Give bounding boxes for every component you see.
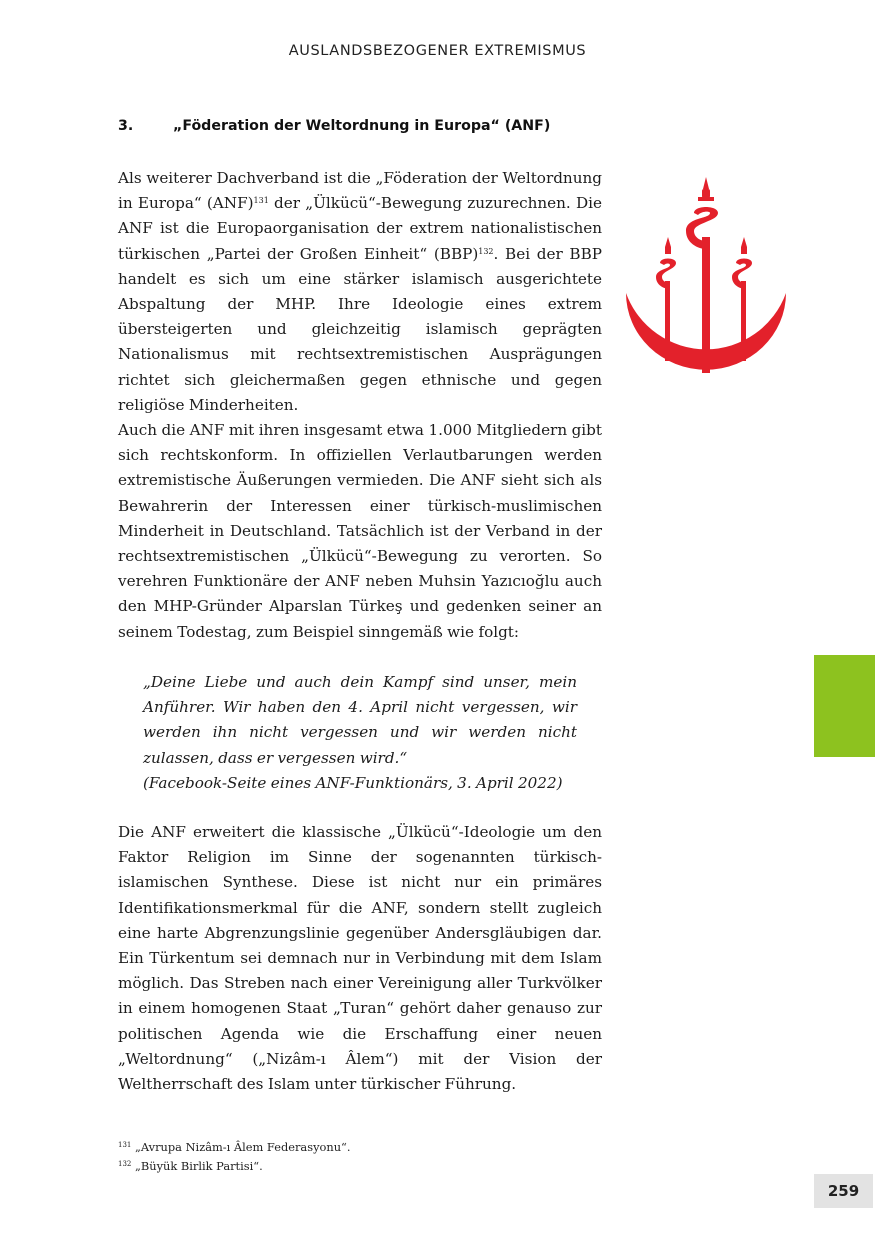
- footnote-ref-132[interactable]: 132: [478, 246, 494, 256]
- footnote-text: „Büyük Birlik Partisi“.: [135, 1159, 263, 1173]
- blockquote: [143, 670, 577, 796]
- section-number: 3.: [118, 118, 134, 134]
- footnote-item: [118, 1156, 350, 1175]
- paragraph-membership: Auch die ANF mit ihren insgesamt etwa 1.000 Mitgliedern gibt sich rechtskonform. In offiziellen Verlautbarungen werden extremistische Äußerungen vermieden. Die ANF sieht sich als Bewahrerin der Interessen einer türkisch-muslimischen Minderheit in Deutschland. Tatsächlich ist der Verband in der rechtsextremistischen „Ülkücü“-Bewegung zu verorten. So verehren Funktionäre der ANF neben Muhsin Yazıcıoğlu auch den MHP-Gründer Alparslan Türkeş und gedenken seiner an seinem Todestag, zum Beispiel sinngemäß wie folgt:: [118, 421, 602, 641]
- paragraph-ideology: Die ANF erweitert die klassische „Ülkücü“-Ideologie um den Faktor Religion im Sinne der sogenannten türkisch-islamischen Synthese. Diese ist nicht nur ein primäres Identifikationsmerkmal für die ANF, sondern stellt zugleich eine harte Abgrenzungslinie gegenüber Andersgläubigen dar. Ein Türkentum sei demnach nur in Verbindung mit dem Islam möglich. Das Streben nach einer Vereinigung aller Turkvölker in einem homogenen Staat „Turan“ gehört daher genauso zur politischen Agenda wie die Erschaffung einer neuen „Weltordnung“ („Nizâm-ı Âlem“) mit der Vision der Weltherrschaft des Islam unter türkischer Führung.: [118, 823, 602, 1094]
- running-header: AUSLANDSBEZOGENER EXTREMISMUS: [288, 43, 587, 59]
- footnotes: [118, 1137, 350, 1175]
- paragraph-intro-text-c: . Bei der BBP handelt es sich um eine stärker islamisch ausgerichtete Abspaltung der MHP. Ihre Ideologie eines extrem übersteigerten und gleichzeitig islamisch geprägten Nationalismus mit rechtsextremistischen Ausprägungen richtet sich gleichermaßen gegen ethnische und gegen religiöse Minderheiten.: [118, 244, 602, 414]
- footnote-ref-131[interactable]: 131: [253, 196, 269, 206]
- paragraph-intro: [118, 166, 602, 418]
- footnote-item: [118, 1137, 350, 1156]
- quote-text: „Deine Liebe und auch dein Kampf sind unser, mein Anführer. Wir haben den 4. April nicht vergessen, wir werden ihn nicht vergessen und wir werden nicht zulassen, dass er vergessen wird.“: [143, 673, 577, 767]
- page-number: 259: [814, 1174, 873, 1208]
- paragraph-intro-text-a: Als weiterer Dachverband ist die „Föderation der Weltordnung in Europa“ (ANF): [118, 169, 602, 213]
- footnote-number: 131: [118, 1141, 132, 1149]
- quote-source: (Facebook-Seite eines ANF-Funktionärs, 3. April 2022): [143, 773, 563, 792]
- section-title: „Föderation der Weltordnung in Europa“ (ANF): [173, 118, 551, 134]
- footnote-number: 132: [118, 1160, 132, 1168]
- paragraph-intro-text-b: der „Ülkücü“-Bewegung zuzurechnen. Die ANF ist die Europaorganisation der extrem nationalistischen türkischen „Partei der Großen Einheit“ (BBP): [118, 194, 602, 263]
- chapter-tab-marker: [814, 655, 875, 757]
- anf-logo-crescent-swords: [620, 175, 790, 420]
- section-heading: [118, 118, 550, 134]
- footnote-text: „Avrupa Nizâm-ı Âlem Federasyonu“.: [135, 1140, 351, 1154]
